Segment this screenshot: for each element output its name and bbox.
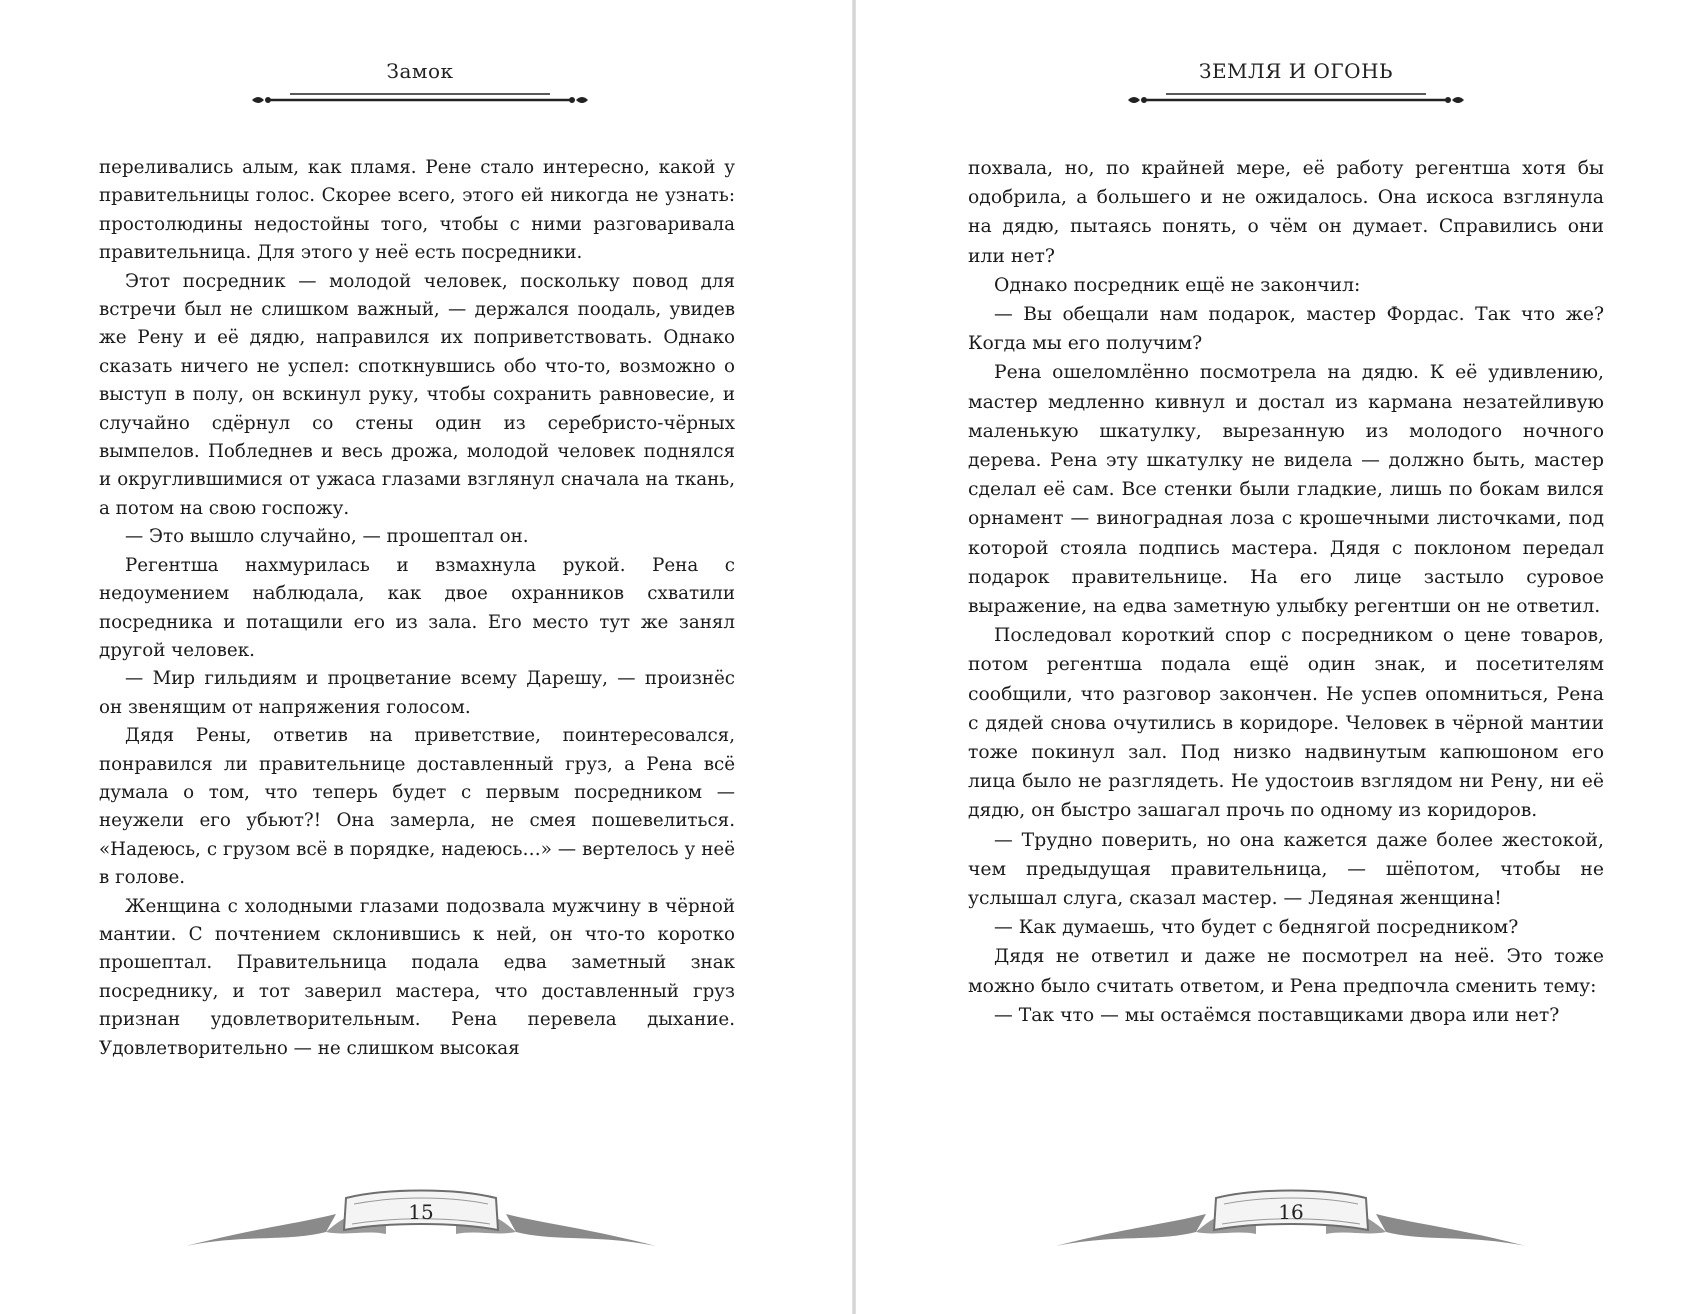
paragraph: Этот посредник — молодой человек, поскольку повод для встречи был не слишком важный, — держался поодаль, увидев же Рену и её дядю, направился их поприветствовать. Однако сказать ничего не успел: споткнувшись обо что-то, возможно о выступ в полу, он вскинул руку, чтобы сохранить равновесие, и случайно сдёрнул со стены один из серебристо-чёрных вымпелов. Побледнев и весь дрожа, молодой человек поднялся и округлившимися от ужаса глазами взглянул сначала на ткань, а потом на свою госпожу.	[99, 270, 735, 519]
paragraph: Однако посредник ещё не закончил:	[994, 274, 1361, 296]
header-title: ЗЕМЛЯ И ОГОНЬ	[1199, 59, 1393, 83]
header-ornament-icon	[250, 90, 590, 110]
running-header	[1126, 58, 1466, 110]
left-page	[0, 0, 852, 1314]
page-number: 15	[408, 1200, 434, 1224]
paragraph: — Это вышло случайно, — прошептал он.	[125, 526, 529, 548]
paragraph: Дядя не ответил и даже не посмотрел на неё. Это тоже можно было считать ответом, и Рена предпочла сменить тему:	[968, 946, 1604, 997]
page-footer	[186, 1184, 656, 1254]
page-number: 16	[1278, 1200, 1304, 1224]
paragraph: — Мир гильдиям и процветание всему Дарешу, — произнёс он звенящим от напряжения голосом.	[99, 668, 735, 718]
paragraph: Последовал короткий спор с посредником о цене товаров, потом регентша подала ещё один знак, и посетителям сообщили, что разговор закончен. Не успев опомниться, Рена с дядей снова очутились в коридоре. Человек в чёрной мантии тоже покинул зал. Под низко надвинутым капюшоном его лица было не разглядеть. Не удостоив взглядом ни Рену, ни её дядю, он быстро зашагал прочь по одному из коридоров.	[968, 625, 1604, 822]
running-header	[250, 58, 590, 110]
header-title: Замок	[386, 59, 454, 83]
paragraph: Регентша нахмурилась и взмахнула рукой. Рена с недоумением наблюдала, как двое охранников схватили посредника и потащили его из зала. Его место тут же занял другой человек.	[99, 554, 735, 661]
paragraph: переливались алым, как пламя. Рене стало интересно, какой у правительницы голос. Скорее всего, этого ей никогда не узнать: простолюдины недостойны того, чтобы с ними разговаривала правительница. Для этого у неё есть посредники.	[99, 157, 735, 264]
paragraph: Рена ошеломлённо посмотрела на дядю. К её удивлению, мастер медленно кивнул и достал из кармана незатейливую маленькую шкатулку, вырезанную из молодого ночного дерева. Рена эту шкатулку не видела — должно быть, мастер сделал её сам. Все стенки были гладкие, лишь по бокам вился орнамент — виноградная лоза с крошечными листочками, под которой стояла подпись мастера. Дядя с поклоном передал подарок правительнице. На его лице застыло суровое выражение, на едва заметную улыбку регентши он не ответил.	[968, 362, 1604, 618]
page-footer	[1056, 1184, 1526, 1254]
paragraph: Женщина с холодными глазами подозвала мужчину в чёрной мантии. С почтением склонившись к ней, он что-то коротко прошептал. Правительница подала едва заметный знак посреднику, и тот заверил мастера, что доставленный груз признан удовлетворительным. Рена перевела дыхание. Удовлетворительно — не слишком высокая	[99, 895, 735, 1059]
header-ornament-icon	[1126, 90, 1466, 110]
paragraph: — Трудно поверить, но она кажется даже более жестокой, чем предыдущая правительница, — шёпотом, чтобы не услышал слуга, сказал мастер. — Ледяная женщина!	[968, 829, 1604, 910]
paragraph: — Так что — мы остаёмся поставщиками двора или нет?	[994, 1004, 1560, 1026]
paragraph: Дядя Рены, ответив на приветствие, поинтересовался, понравился ли правительнице доставленный груз, а Рена всё думала о том, что теперь будет с первым посредником — неужели его убьют?! Она замерла, не смея пошевелиться. «Надеюсь, с грузом всё в порядке, надеюсь…» — вертелось у неё в голове.	[99, 725, 735, 889]
left-page-text	[99, 154, 735, 1063]
paragraph: похвала, но, по крайней мере, её работу регентша хотя бы одобрила, а большего и не ожидалось. Она искоса взглянула на дядю, пытаясь понять, о чём он думает. Справились они или нет?	[968, 158, 1604, 267]
right-page	[856, 0, 1706, 1314]
paragraph: — Вы обещали нам подарок, мастер Фордас. Так что же? Когда мы его получим?	[968, 304, 1604, 355]
right-page-text	[968, 154, 1604, 1030]
paragraph: — Как думаешь, что будет с беднягой посредником?	[994, 917, 1519, 939]
